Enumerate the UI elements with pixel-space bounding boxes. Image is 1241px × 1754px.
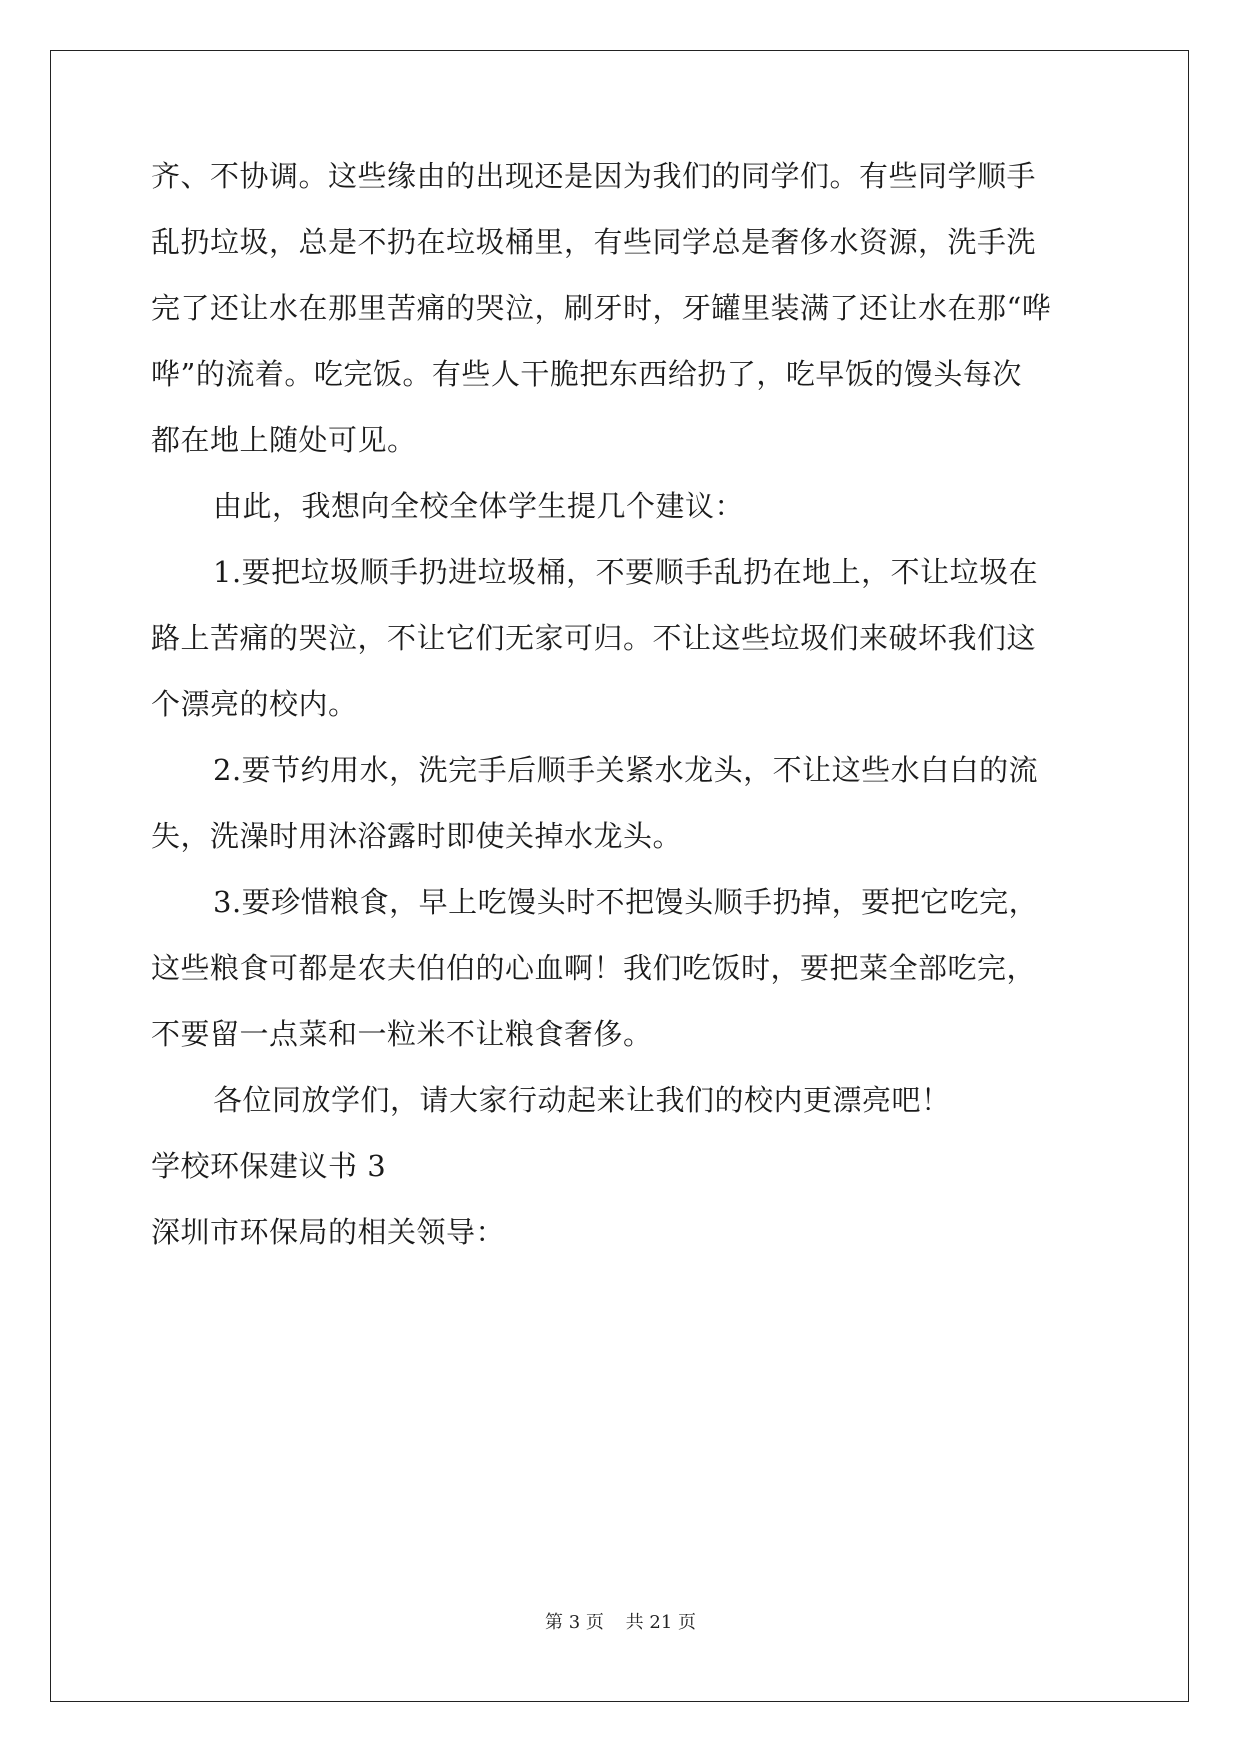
paragraph-first-line: 各位同放学们，请大家行动起来让我们的校内更漂亮吧！ xyxy=(213,1083,951,1117)
paragraph-first-line: 由此，我想向全校全体学生提几个建议： xyxy=(213,489,745,523)
paragraph-first-line: 1.要把垃圾顺手扔进垃圾桶，不要顺手乱扔在地上，不让垃圾在 xyxy=(213,555,1039,589)
text-line: 完了还让水在那里苦痛的哭泣，刷牙时，牙罐里装满了还让水在那“哗 xyxy=(151,291,1052,325)
paragraph-first-line: 2.要节约用水，洗完手后顺手关紧水龙头，不让这些水白白的流 xyxy=(213,753,1039,787)
text-line: 乱扔垃圾，总是不扔在垃圾桶里，有些同学总是奢侈水资源，洗手洗 xyxy=(151,225,1037,259)
text-line: 失，洗澡时用沐浴露时即使关掉水龙头。 xyxy=(151,819,683,853)
page-total: 共 21 页 xyxy=(625,1612,696,1633)
page-number: 第 3 页 xyxy=(545,1612,604,1633)
text-line: 齐、不协调。这些缘由的出现还是因为我们的同学们。有些同学顺手 xyxy=(151,159,1037,193)
document-body xyxy=(151,160,1091,1282)
paragraph-first-line: 3.要珍惜粮食，早上吃馒头时不把馒头顺手扔掉，要把它吃完， xyxy=(213,885,1039,919)
text-line: 个漂亮的校内。 xyxy=(151,687,358,721)
text-line: 这些粮食可都是农夫伯伯的心血啊！我们吃饭时，要把菜全部吃完， xyxy=(151,951,1037,985)
page-footer xyxy=(0,1612,1241,1634)
salutation: 深圳市环保局的相关领导： xyxy=(151,1215,506,1249)
text-line: 路上苦痛的哭泣，不让它们无家可归。不让这些垃圾们来破坏我们这 xyxy=(151,621,1037,655)
text-line: 都在地上随处可见。 xyxy=(151,423,417,457)
section-heading: 学校环保建议书 3 xyxy=(151,1149,387,1183)
text-line: 不要留一点菜和一粒米不让粮食奢侈。 xyxy=(151,1017,653,1051)
text-line: 哗”的流着。吃完饭。有些人干脆把东西给扔了，吃早饭的馒头每次 xyxy=(151,357,1022,391)
